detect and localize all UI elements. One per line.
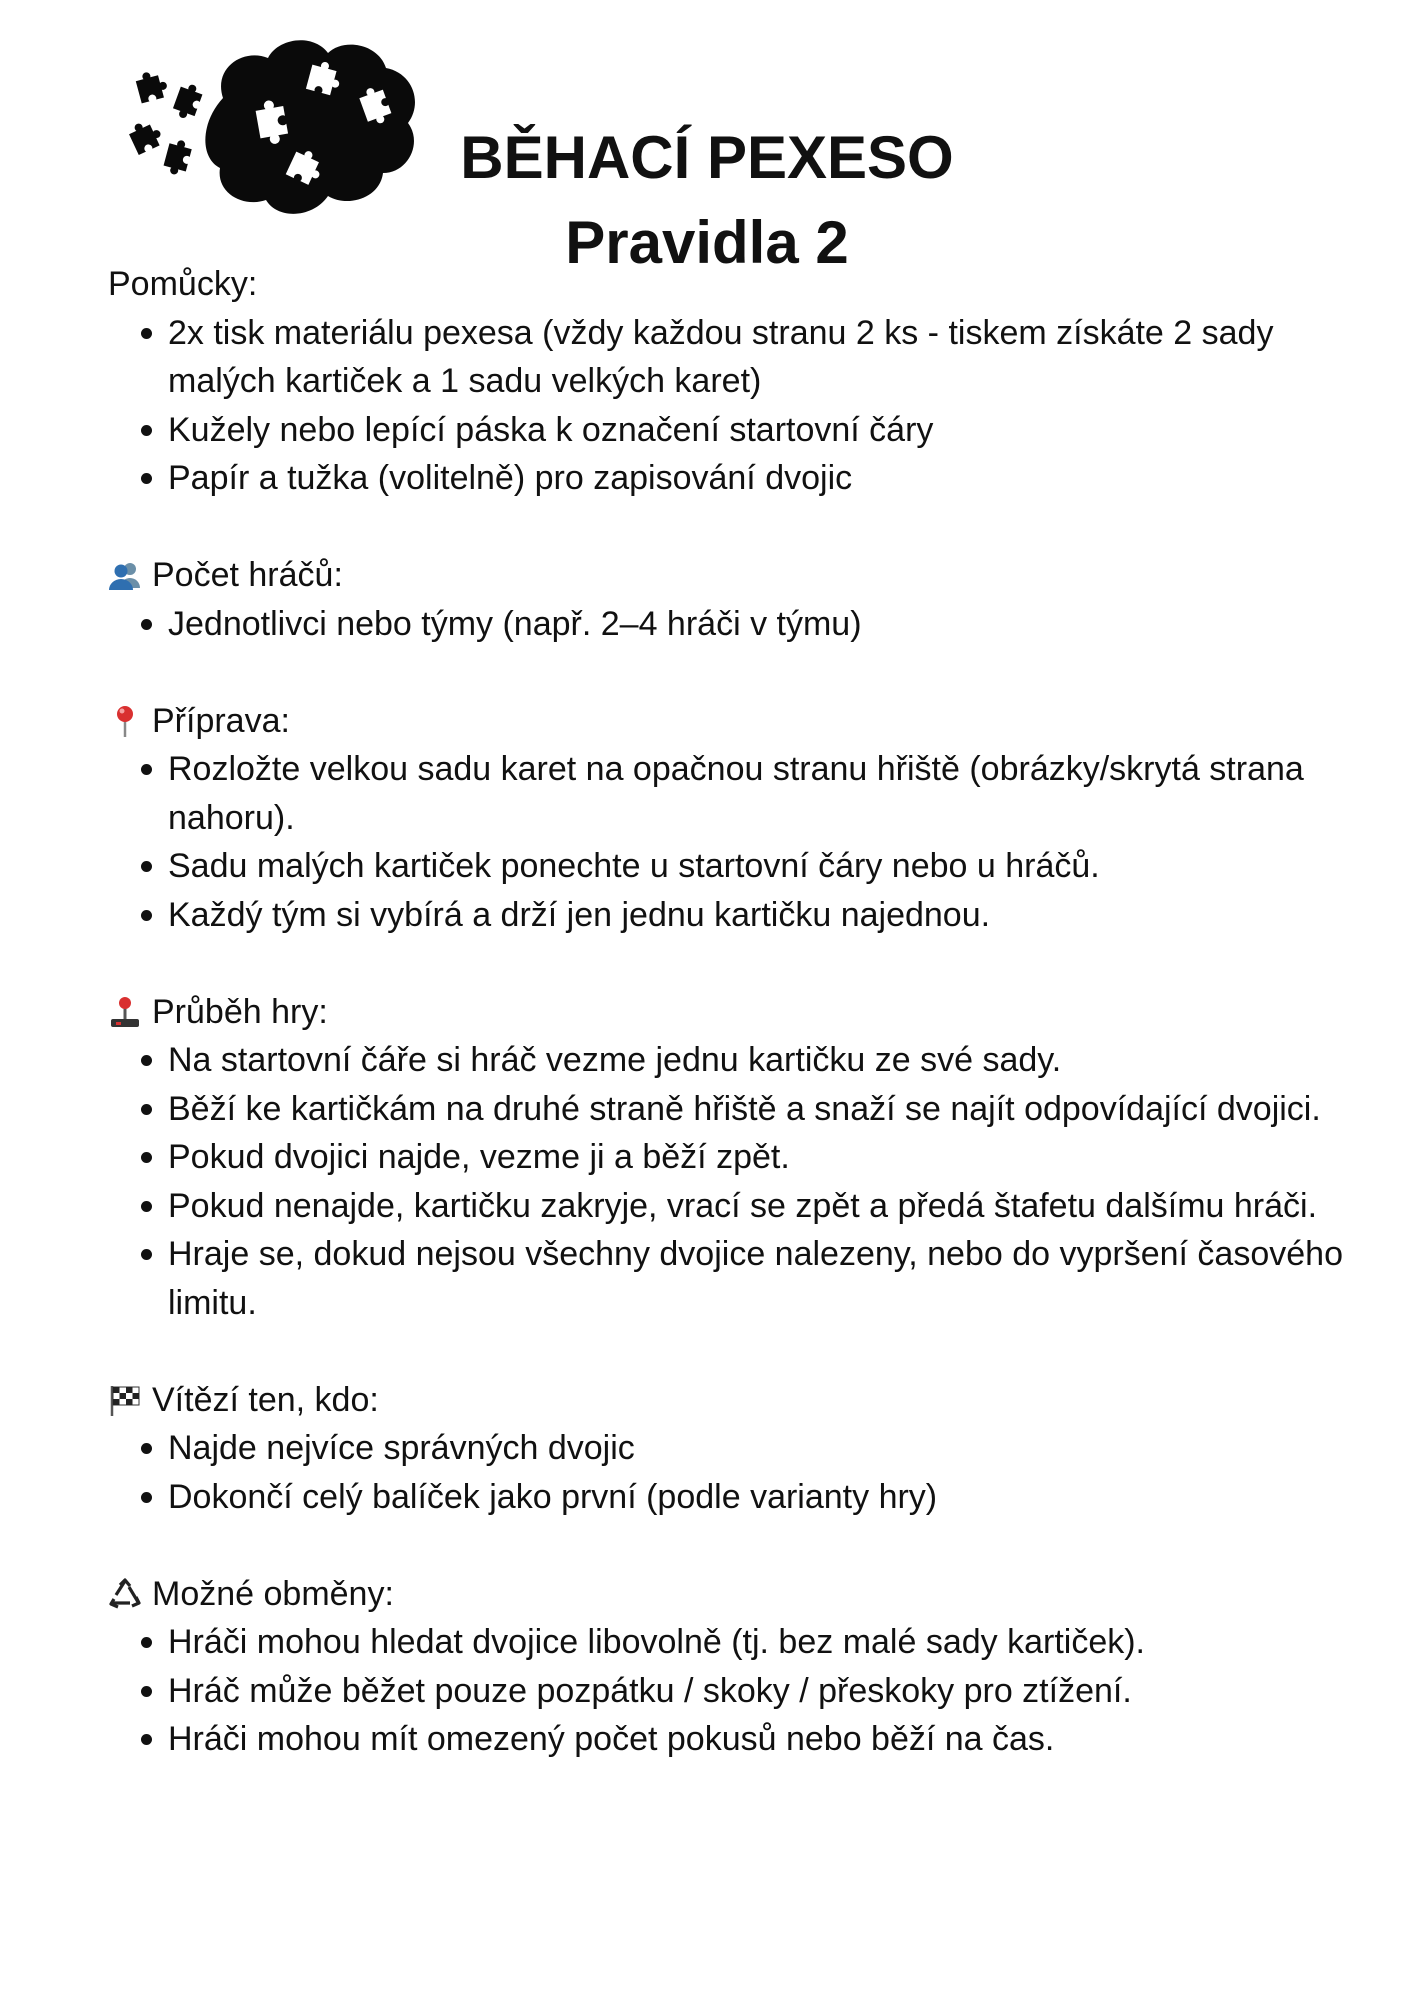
list-item: Hraje se, dokud nejsou všechny dvojice nalezeny, nebo do vypršení časového limitu.	[168, 1230, 1348, 1327]
bullet-list	[108, 600, 1348, 649]
list-item: Hráči mohou mít omezený počet pokusů nebo běží na čas.	[168, 1715, 1348, 1764]
pushpin-icon	[108, 704, 142, 738]
section-heading: Průběh hry:	[108, 988, 1348, 1037]
page-subtitle: Pravidla 2	[565, 209, 849, 276]
list-item: Každý tým si vybírá a drží jen jednu kartičku najednou.	[168, 891, 1348, 940]
list-item: Hráč může běžet pouze pozpátku / skoky / přeskoky pro ztížení.	[168, 1667, 1348, 1716]
list-item: Dokončí celý balíček jako první (podle varianty hry)	[168, 1473, 1348, 1522]
bullet-list	[108, 1618, 1348, 1764]
recycle-icon	[108, 1577, 142, 1611]
list-item: Na startovní čáře si hráč vezme jednu kartičku ze své sady.	[168, 1036, 1348, 1085]
people-icon	[108, 558, 142, 592]
list-item: Papír a tužka (volitelně) pro zapisování dvojic	[168, 454, 1348, 503]
list-item: Jednotlivci nebo týmy (např. 2–4 hráči v týmu)	[168, 600, 1348, 649]
section-heading: Počet hráčů:	[108, 551, 1348, 600]
list-item: Běží ke kartičkám na druhé straně hřiště a snaží se najít odpovídající dvojici.	[168, 1085, 1348, 1134]
section-heading: Pomůcky:	[108, 265, 258, 303]
section-heading: Možné obměny:	[108, 1570, 1348, 1619]
bullet-list	[108, 309, 1348, 503]
section-prubeh	[108, 988, 1348, 1328]
section-obmeny	[108, 1570, 1348, 1764]
list-item: Sadu malých kartiček ponechte u startovní čáry nebo u hráčů.	[168, 842, 1348, 891]
bullet-list	[108, 1424, 1348, 1521]
list-item: Najde nejvíce správných dvojic	[168, 1424, 1348, 1473]
list-item: Rozložte velkou sadu karet na opačnou stranu hřiště (obrázky/skrytá strana nahoru).	[168, 745, 1348, 842]
list-item: Pokud dvojici najde, vezme ji a běží zpět.	[168, 1133, 1348, 1182]
section-heading: Příprava:	[108, 697, 1348, 746]
rules-content	[108, 260, 1348, 1812]
list-item: Pokud nenajde, kartičku zakryje, vrací se zpět a předá štafetu dalšímu hráči.	[168, 1182, 1348, 1231]
bullet-list	[108, 1036, 1348, 1327]
joystick-icon	[108, 995, 142, 1029]
page-title: BĚHACÍ PEXESO	[460, 124, 954, 191]
list-item: Kužely nebo lepící páska k označení startovní čáry	[168, 406, 1348, 455]
list-item: Hráči mohou hledat dvojice libovolně (tj. bez malé sady kartiček).	[168, 1618, 1348, 1667]
section-priprava	[108, 697, 1348, 940]
bullet-list	[108, 745, 1348, 939]
section-pocet	[108, 551, 1348, 648]
checkered-flag-icon	[108, 1383, 142, 1417]
section-heading: Vítězí ten, kdo:	[108, 1376, 1348, 1425]
section-pomucky	[108, 260, 1348, 503]
section-vitez	[108, 1376, 1348, 1522]
list-item: 2x tisk materiálu pexesa (vždy každou stranu 2 ks - tiskem získáte 2 sady malých kartiček a 1 sadu velkých karet)	[168, 309, 1348, 406]
